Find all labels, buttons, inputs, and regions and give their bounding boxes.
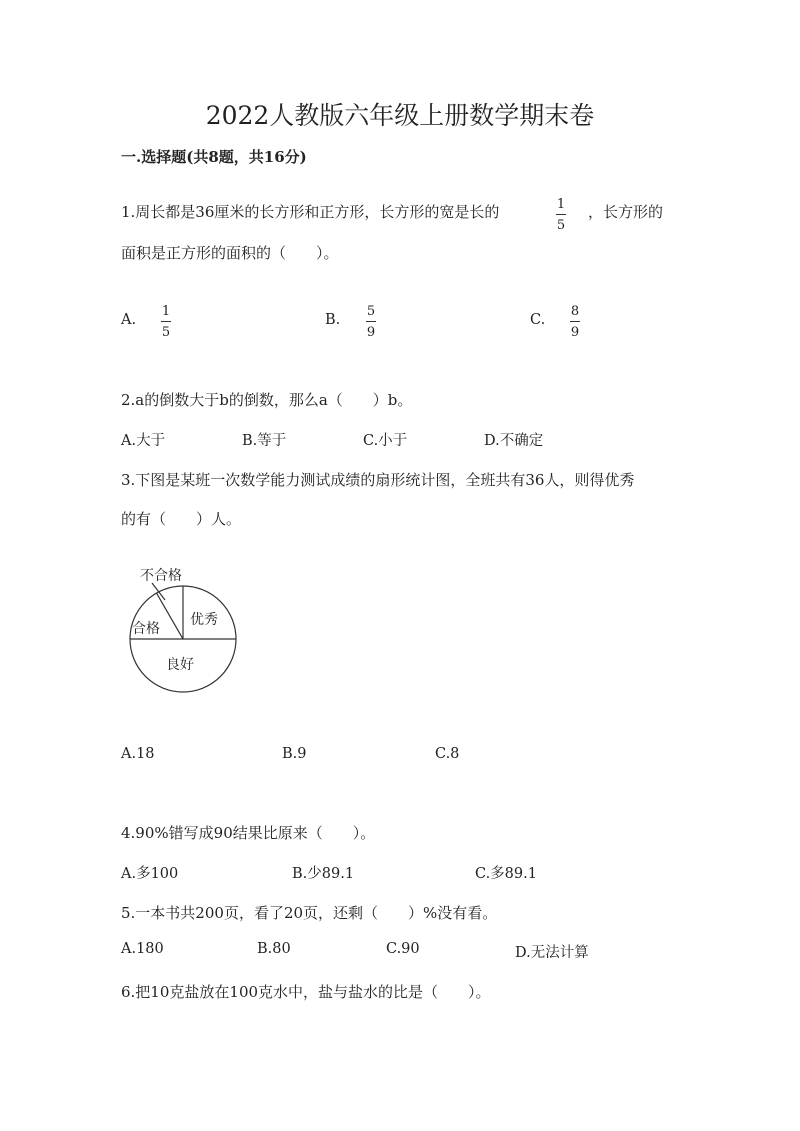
q5-option-c[interactable]: C.90 <box>386 941 420 957</box>
q3-option-c[interactable]: C.8 <box>435 746 460 762</box>
q1-text-line1: 1.周长都是36厘米的长方形和正方形，长方形的宽是长的 <box>121 203 500 221</box>
q4-option-a[interactable]: A.多100 <box>121 866 179 882</box>
q3-option-a[interactable]: A.18 <box>121 746 155 762</box>
q4-option-c[interactable]: C.多89.1 <box>475 866 537 882</box>
q1-option-b-fraction[interactable] <box>366 305 376 339</box>
q5-option-d[interactable]: D.无法计算 <box>515 945 589 961</box>
q2-option-b[interactable]: B.等于 <box>242 433 287 449</box>
q3-option-b[interactable]: B.9 <box>282 746 307 762</box>
q1-option-c-num: 8 <box>570 304 580 319</box>
q1-option-b-letter[interactable]: B. <box>325 312 341 328</box>
pie-label-pass: 合格 <box>132 621 160 637</box>
grade-pie-chart <box>118 556 250 696</box>
q1-text-line2: 面积是正方形的面积的（ ）。 <box>121 244 339 262</box>
pie-label-excellent: 优秀 <box>190 612 218 628</box>
exam-title: 2022人教版六年级上册数学期末卷 <box>205 101 595 130</box>
q2-option-d[interactable]: D.不确定 <box>484 433 544 449</box>
q2-option-c[interactable]: C.小于 <box>363 433 408 449</box>
q1-text-line1-end: ，长方形的 <box>588 203 664 221</box>
q1-option-a-letter[interactable]: A. <box>121 312 137 328</box>
q1-option-c-letter[interactable]: C. <box>530 312 546 328</box>
q2-text: 2.a的倒数大于b的倒数，那么a（ ）b。 <box>121 391 413 409</box>
q2-option-a[interactable]: A.大于 <box>121 433 166 449</box>
q4-option-b[interactable]: B.少89.1 <box>292 866 355 882</box>
q4-text: 4.90%错写成90结果比原来（ ）。 <box>121 824 376 842</box>
pie-label-good: 良好 <box>166 657 194 673</box>
q6-text: 6.把10克盐放在100克水中，盐与盐水的比是（ ）。 <box>121 983 491 1001</box>
q5-option-b[interactable]: B.80 <box>257 941 291 957</box>
q1-option-b-den: 9 <box>366 325 376 340</box>
pie-divider-upper-left <box>157 593 184 639</box>
q3-text-line2: 的有（ ）人。 <box>121 510 242 528</box>
q1-option-b-num: 5 <box>366 304 376 319</box>
q1-option-a-num: 1 <box>161 304 171 319</box>
q1-option-a-fraction[interactable] <box>161 305 171 339</box>
q1-option-c-fraction[interactable] <box>570 305 580 339</box>
section-heading: 一.选择题(共8题，共16分) <box>121 148 307 166</box>
q5-text: 5.一本书共200页，看了20页，还剩（ ）%没有看。 <box>121 904 498 922</box>
q3-text-line1: 3.下图是某班一次数学能力测试成绩的扇形统计图，全班共有36人，则得优秀 <box>121 471 635 489</box>
q1-fraction-numerator: 1 <box>556 197 566 212</box>
pie-label-fail: 不合格 <box>140 568 182 584</box>
q1-fraction-denominator: 5 <box>556 218 566 233</box>
q1-option-a-den: 5 <box>161 325 171 340</box>
q1-fraction <box>556 198 566 232</box>
q1-option-c-den: 9 <box>570 325 580 340</box>
q5-option-a[interactable]: A.180 <box>121 941 164 957</box>
